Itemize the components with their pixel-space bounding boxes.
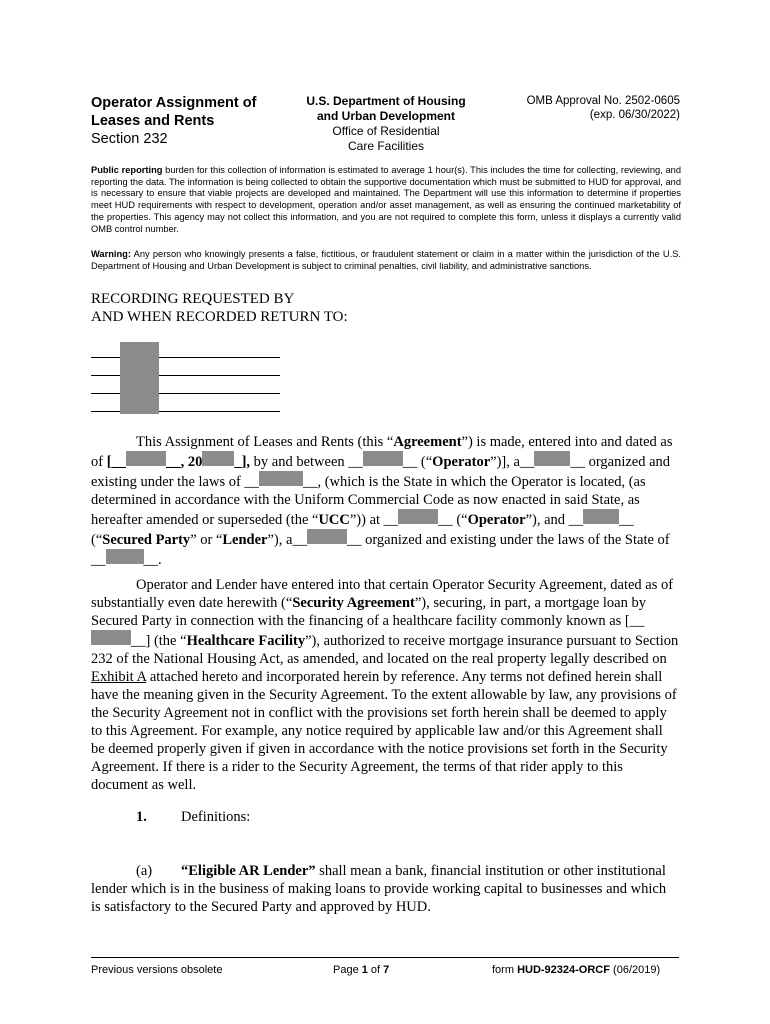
office-line2: Care Facilities bbox=[347, 139, 425, 153]
recording-line2: AND WHEN RECORDED RETURN TO: bbox=[91, 309, 348, 325]
warning-notice bbox=[91, 249, 681, 272]
footer-divider bbox=[91, 957, 679, 958]
section-1-number: 1. bbox=[136, 809, 147, 825]
date-year-redaction[interactable] bbox=[202, 451, 234, 466]
operator-term-2: Operator bbox=[467, 512, 526, 528]
section-1-heading bbox=[91, 808, 679, 826]
security-agreement-paragraph: Operator and Lender have entered into that certain Operator Security Agreement, dated as of substantially even date herewith (“Security Agreement”), securing, in part, a mortgage loan by Secured Party in connection with the financing of a healthcare facility commonly known as [____] (the “Healthcare Facility”), authorized to receive mortgage insurance pursuant to Section 232 of the National Housing Act, as amended, and located on the real property legally described on Exhibit A attached hereto and incorporated herein by reference. Any terms not defined herein shall have the meaning given in the Security Agreement. To the extent allowable by law, any provisions of the Security Agreement not in conflict with the provisions set forth herein shall be deemed to apply to this Agreement. For example, any notice required by applicable law and/or this Agreement shall be deemed properly given if given in accordance with the notice provisions set forth in the Security Agreement. If there is a rider to the Security Agreement, the terms of that rider apply to this document as well. bbox=[91, 577, 679, 793]
omb-approval bbox=[500, 94, 680, 122]
definition-a-label: (a) bbox=[136, 863, 153, 879]
operator-entity-type-redaction[interactable] bbox=[534, 451, 570, 466]
warning-text: Any person who knowingly presents a false, fictitious, or fraudulent statement or claim in a matter within the jurisdiction of the U.S. Department of Housing and Urban Development is subject to criminal penalties, civil liability, and administrative sanctions. bbox=[91, 249, 681, 271]
form-title-line2: Leases and Rents bbox=[91, 113, 215, 129]
form-title bbox=[91, 94, 291, 148]
footer-page-number: Page 1 of 7 bbox=[333, 964, 390, 976]
agreement-intro-paragraph: This Assignment of Leases and Rents (this “Agreement”) is made, entered into and dated as of [__ __, 20 _], by and between __ __ (“Operator”)], a__ __ organized and existing under the laws of __ __, (which is the State in which the Operator is located, (as determined in accordance with the Uniform Commercial Code as now enacted in said State, as hereafter amended or superseded (the “UCC”)) at __ __ (“Operator”), and __ __ (“Secured Party” or “Lender”), a__ __ organized and existing under the laws of the State of __ __. bbox=[91, 434, 673, 568]
office-line1: Office of Residential bbox=[332, 124, 440, 138]
secured-party-name-redaction[interactable] bbox=[583, 509, 619, 524]
recording-block bbox=[91, 290, 348, 326]
section-1-title: Definitions: bbox=[181, 809, 251, 825]
definition-a-paragraph: (a) “Eligible AR Lender” shall mean a bank, financial institution or other institutional lender which is in the business of making loans to provide working capital to businesses and which is satisfactory to the Secured Party and approved by HUD. bbox=[91, 863, 667, 915]
agency-line2: and Urban Development bbox=[316, 109, 456, 123]
agreement-term: Agreement bbox=[393, 434, 462, 450]
operator-state-redaction[interactable] bbox=[259, 471, 303, 486]
lender-state-redaction[interactable] bbox=[106, 549, 144, 564]
secured-party-term: Secured Party bbox=[102, 532, 191, 548]
recording-line1: RECORDING REQUESTED BY bbox=[91, 291, 295, 307]
omb-number: OMB Approval No. 2502-0605 bbox=[526, 95, 680, 107]
warning-label: Warning: bbox=[91, 249, 131, 259]
footer-form-number: form HUD-92324-ORCF (06/2019) bbox=[492, 964, 661, 976]
form-title-line3: Section 232 bbox=[91, 131, 168, 147]
ucc-term: UCC bbox=[318, 512, 350, 528]
eligible-ar-lender-term: “Eligible AR Lender” bbox=[181, 863, 316, 879]
exhibit-a-reference: Exhibit A bbox=[91, 669, 147, 685]
form-title-line1: Operator Assignment of bbox=[91, 95, 257, 111]
lender-entity-type-redaction[interactable] bbox=[307, 529, 347, 544]
operator-term: Operator bbox=[432, 454, 491, 470]
public-reporting-text: burden for this collection of information is estimated to average 1 hour(s). This includes the time for collecting, reviewing, and reporting the data. The information is being collected to obtain the supportive documentation which must be submitted to HUD for approval, and is necessary to ensure that viable projects are developed and maintained. The Department will use this information to determine if properties meet HUD requirements with respect to development, operation and/or asset management, as well as ensuring the continued marketability of the properties. This agency may not collect this information, and you are not required to complete this form, unless it displays a currently valid OMB control number. bbox=[91, 165, 682, 234]
date-day-redaction[interactable] bbox=[126, 451, 166, 466]
operator-address-redaction[interactable] bbox=[398, 509, 438, 524]
facility-name-redaction[interactable] bbox=[91, 630, 131, 645]
agency-line1: U.S. Department of Housing bbox=[306, 94, 466, 108]
public-reporting-label: Public reporting bbox=[91, 165, 163, 175]
lender-term: Lender bbox=[222, 532, 268, 548]
return-address-redaction bbox=[120, 342, 159, 414]
public-reporting-notice bbox=[91, 165, 681, 235]
agency-block bbox=[292, 94, 480, 154]
operator-name-redaction[interactable] bbox=[363, 451, 403, 466]
healthcare-facility-term: Healthcare Facility bbox=[186, 633, 306, 649]
security-agreement-term: Security Agreement bbox=[292, 595, 415, 611]
omb-expiration: (exp. 06/30/2022) bbox=[589, 109, 680, 121]
footer-previous-versions: Previous versions obsolete bbox=[91, 964, 223, 976]
